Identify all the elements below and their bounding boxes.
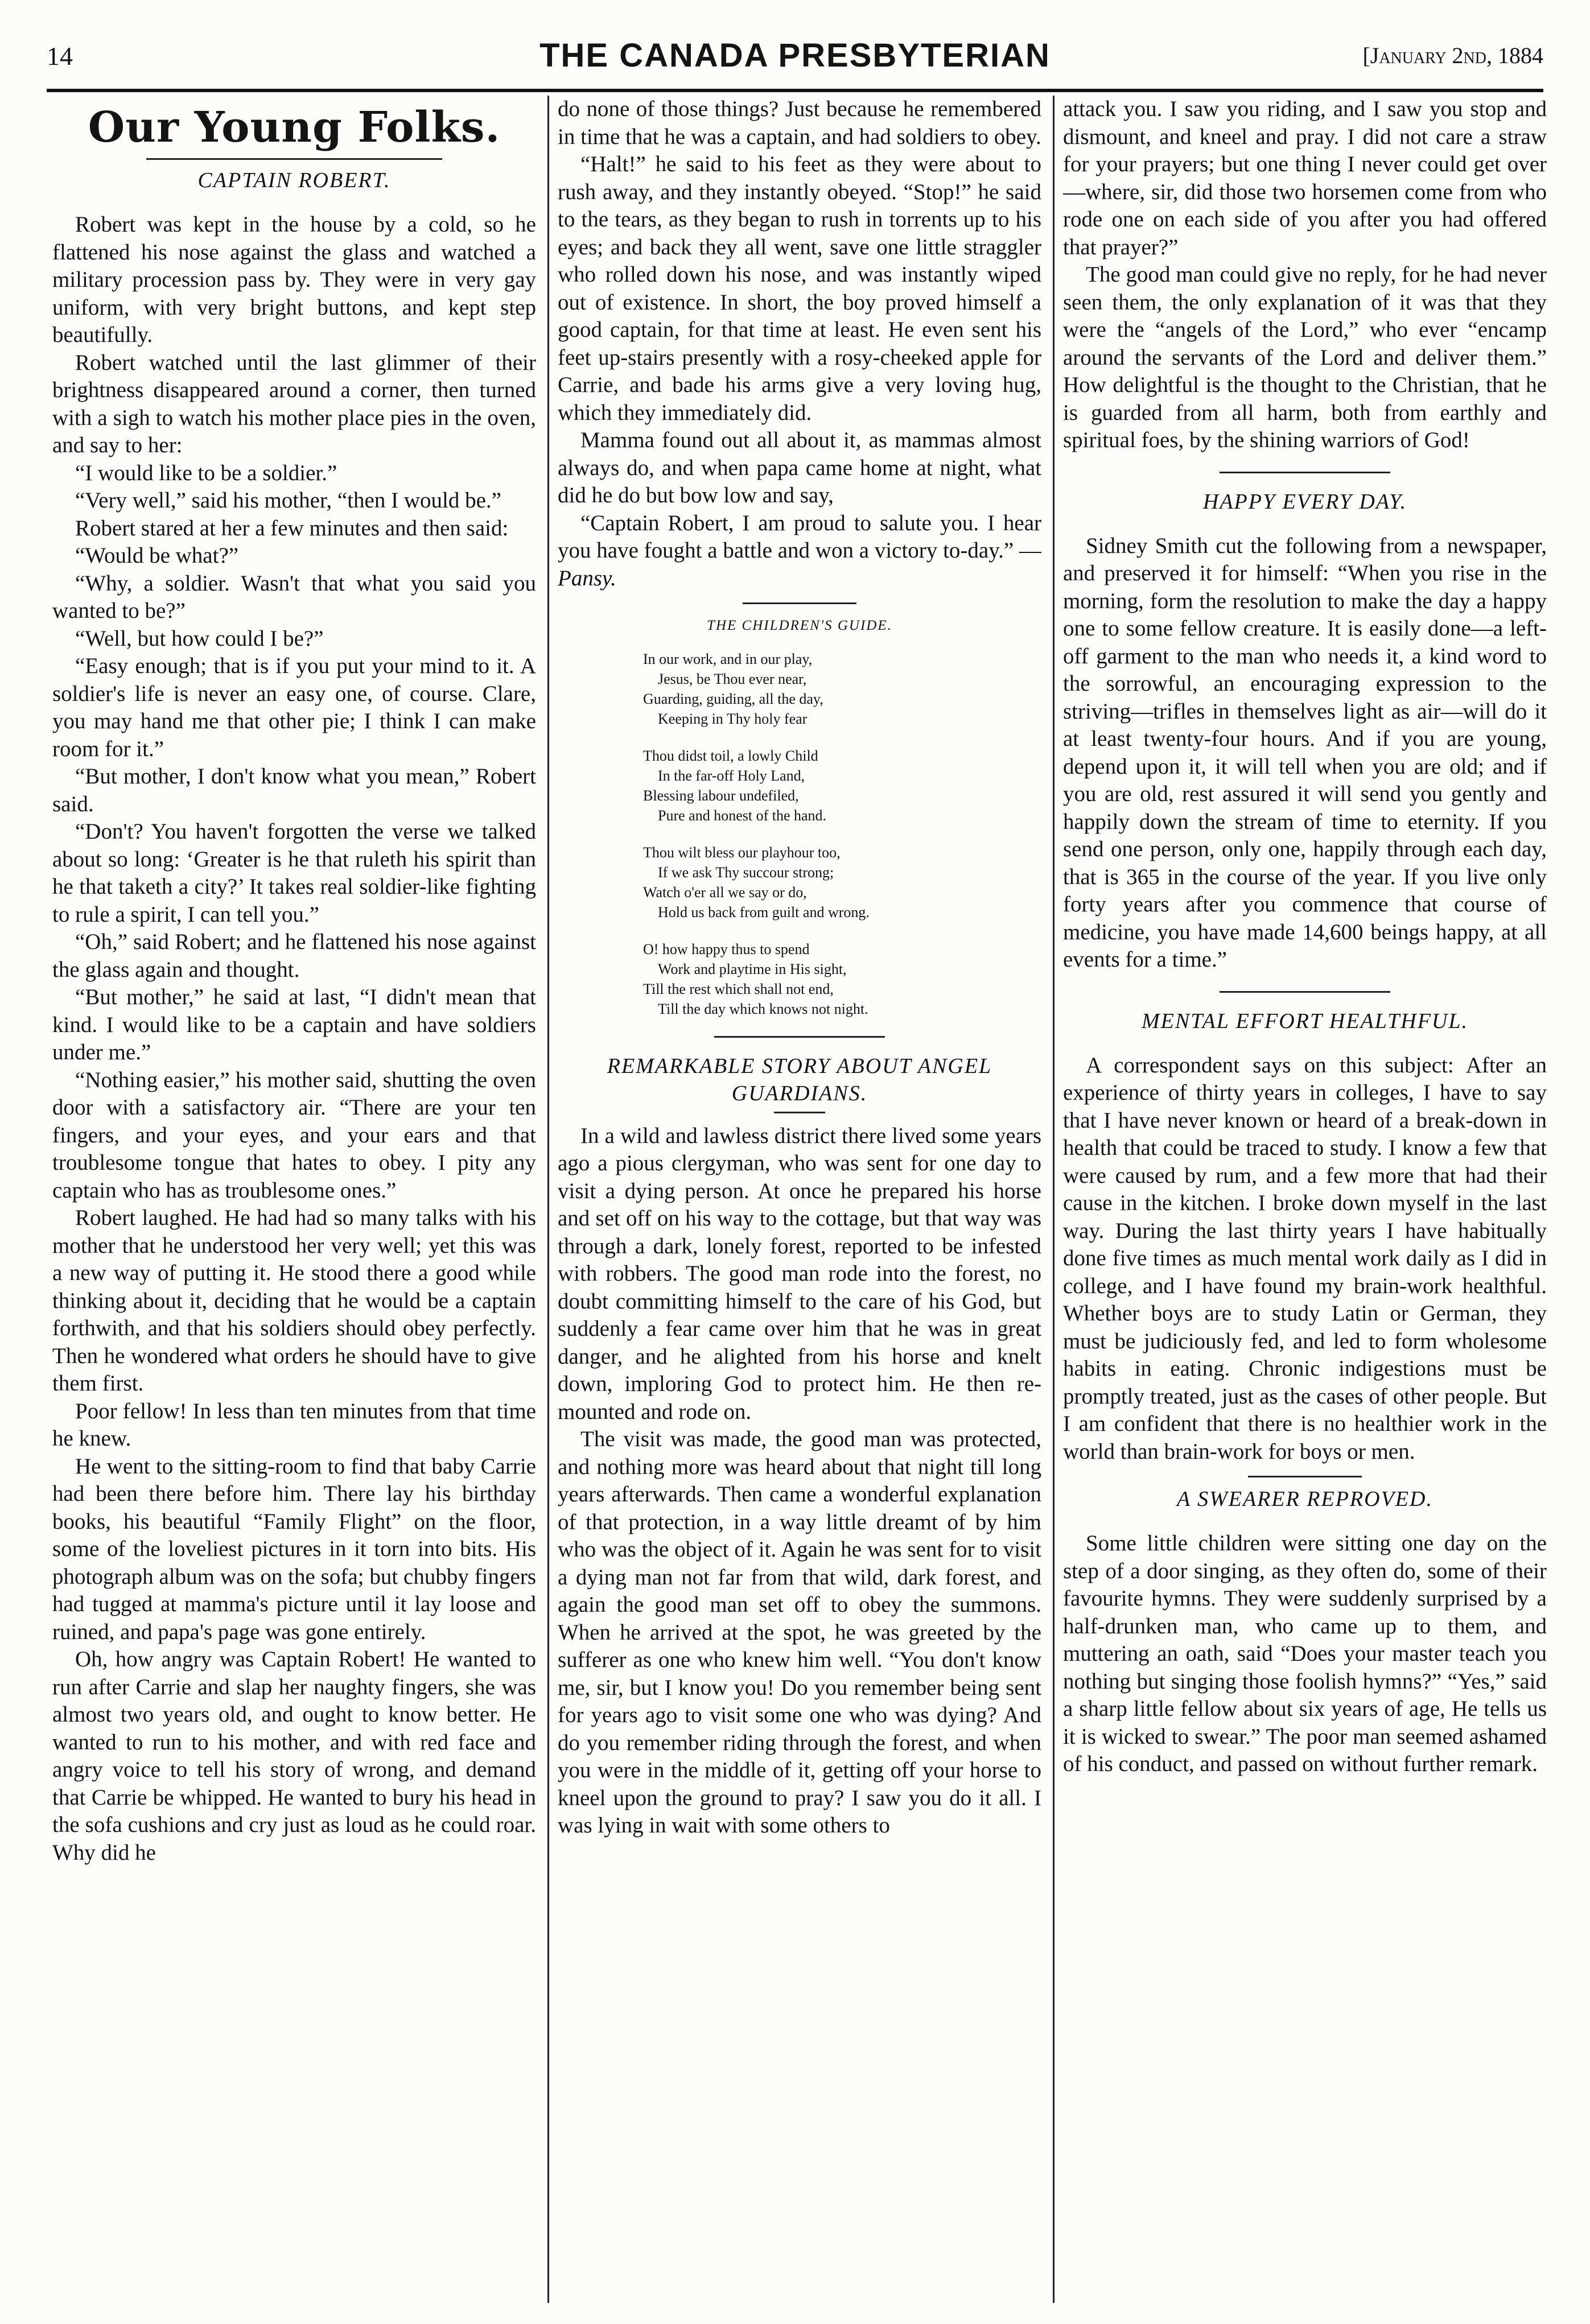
newspaper-title: THE CANADA PRESBYTERIAN	[539, 37, 1051, 74]
page-number: 14	[47, 42, 73, 71]
paragraph: He went to the sitting-room to find that baby Carrie had been there before him. There lay his birthday books, his beautiful “Family Flight” on the floor, some of the loveliest pictures in it torn into bits. His photograph album was on the sofa; but chubby fingers had tugged at mamma's picture until it lay loose and ruined, and papa's page was gone entirely.	[52, 1454, 536, 1644]
paragraph: do none of those things? Just because he remembered in time that he was a captain, and had soldiers to obey.	[558, 97, 1041, 149]
paragraph: Some little children were sitting one day on the step of a door singing, as they often do, some of their favourite hymns. They were suddenly surprised by a half-drunken man, who came up to them, and muttering an oath, said “Does your master teach you nothing but singing those foolish hymns?” “Yes,” said a sharp little fellow about six years of age, He tells us it is wicked to swear.” The poor man seemed ashamed of his conduct, and passed on without further remark.	[1063, 1531, 1547, 1776]
paragraph: Robert laughed. He had had so many talks with his mother that he understood her very well; yet this was a new way of putting it. He stood there a good while thinking about it, deciding that he would be a captain forthwith, and that his soldiers should obey perfectly. Then he wondered what orders he should have to give them first.	[52, 1206, 536, 1396]
poem-line: Hold us back from guilt and wrong.	[658, 903, 870, 920]
paragraph: “I would like to be a soldier.”	[75, 460, 337, 485]
column-2	[558, 96, 1041, 2303]
column-divider	[547, 96, 549, 2303]
poem-line: Till the day which knows not night.	[658, 1000, 868, 1017]
paragraph: “Don't? You haven't forgotten the verse we talked about so long: ‘Greater is he that ruleth his spirit than he that taketh a city?’ It takes real soldier-like fighting to rule a spirit, I can tell you.”	[52, 819, 536, 927]
closing-quote: “Captain Robert, I am proud to salute you. I hear you have fought a battle and won a victory to-day.”	[558, 510, 1041, 563]
author-signature: Pansy.	[558, 565, 616, 591]
paragraph: Robert watched until the last glimmer of their brightness disappeared around a corner, then turned with a sigh to watch his mother place pies in the oven, and say to her:	[52, 350, 536, 457]
poem-line: Blessing labour undefiled,	[643, 787, 799, 804]
paragraph: Sidney Smith cut the following from a newspaper, and preserved it for himself: “When you rise in the morning, form the resolution to make the day a happy one to some fellow creature. It is easily done—a left-off garment to the man who needs it, a kind word to the sorrowful, an encouraging expression to the striving—trifles in themselves light as air—will do it at least twenty-four hours. And if you are young, depend upon it, it will tell when you are old; and if you are old, rest assured it will send you gently and happily down the stream of time to eternity. If you send one person, only one, happily through each day, that is 365 in the course of the year. If you live only forty years after you commence that course of medicine, you have made 14,600 beings happy, at all events for a time.”	[1063, 533, 1547, 972]
poem-line: O! how happy thus to spend	[643, 940, 810, 957]
section-rule	[714, 1036, 885, 1038]
poem	[643, 649, 1041, 1019]
poem-line: Pure and honest of the hand.	[658, 807, 827, 824]
section-rule	[1220, 472, 1390, 473]
poem-line: Jesus, be Thou ever near,	[658, 670, 807, 687]
paragraph: In a wild and lawless district there lived some years ago a pious clergyman, who was sent for one day to visit a dying person. At once he prepared his horse and set off on his way to the cottage, but that way was through a dark, lonely forest, reported to be infested with robbers. The good man rode into the forest, no doubt committing himself to the care of his God, but suddenly a fear came over him that he was in great danger, and he alighted from his horse and knelt down, imploring God to protect him. He then re-mounted and rode on.	[558, 1123, 1041, 1424]
paragraph: Poor fellow! In less than ten minutes from that time he knew.	[52, 1398, 536, 1451]
paragraph: “Oh,” said Robert; and he flattened his nose against the glass again and thought.	[52, 930, 536, 982]
paragraph: Robert was kept in the house by a cold, so he flattened his nose against the glass and watched a military procession pass by. They were in very gay uniform, with very bright buttons, and kept step beautifully.	[52, 212, 536, 347]
poem-line: Watch o'er all we say or do,	[643, 884, 807, 901]
heading-rule	[146, 158, 442, 160]
paragraph: “Well, but how could I be?”	[75, 626, 324, 651]
paragraph: “Why, a soldier. Wasn't that what you said you wanted to be?”	[52, 571, 536, 623]
poem-stanza	[643, 746, 1041, 825]
poem-stanza	[643, 939, 1041, 1019]
column-1	[52, 96, 536, 2303]
paragraph: “Captain Robert, I am proud to salute you. I hear you have fought a battle and won a victory to-day.” — Pansy.	[558, 510, 1041, 591]
paragraph: “Easy enough; that is if you put your mind to it. A soldier's life is never an easy one, of course. Clare, you may hand me that other pie; I think I can make room for it.”	[52, 654, 536, 761]
paragraph: A correspondent says on this subject: After an experience of thirty years in colleges, I have to say that I have never known or heard of a break-down in health that could be traced to study. I know a few that were caused by rum, and a few more that had their cause in the kitchen. I broke down myself in the last way. During the last thirty years I have habitually done five times as much mental work daily as I did in college, and I have found my brain-work healthful. Whether boys are to study Latin or German, they must be judiciously fed, and led to form wholesome habits in eating. Chronic indigestions must be promptly treated, just as the cases of other people. But I am confident that there is no healthier work in the world than brain-work for boys or men.	[1063, 1052, 1547, 1464]
poem-stanza	[643, 649, 1041, 729]
poem-line: Till the rest which shall not end,	[643, 980, 834, 997]
column-3	[1063, 96, 1547, 2303]
paragraph: The good man could give no reply, for he had never seen them, the only explanation of it was that they were the “angels of the Lord,” who ever “encamp around the servants of the Lord and deliver them.” How delightful is the thought to the Christian, that he is guarded from all harm, both from earthly and spiritual foes, by the shining warriors of God!	[1063, 262, 1547, 452]
poem-line: In the far-off Holy Land,	[658, 767, 805, 784]
poem-stanza	[643, 843, 1041, 922]
poem-line: In our work, and in our play,	[643, 650, 813, 667]
poem-line: Guarding, guiding, all the day,	[643, 690, 823, 707]
article-title: REMARKABLE STORY ABOUT ANGEL GUARDIANS.	[607, 1054, 992, 1105]
header-rule	[47, 89, 1543, 92]
paragraph: “Would be what?”	[75, 543, 239, 568]
article-title: MENTAL EFFORT HEALTHFUL.	[1141, 1009, 1469, 1033]
section-rule	[1220, 991, 1390, 993]
paragraph: “But mother, I don't know what you mean,” Robert said.	[52, 764, 536, 816]
poem-line: Thou didst toil, a lowly Child	[643, 747, 818, 764]
paragraph: The visit was made, the good man was protected, and nothing more was heard about that night till long years afterwards. Then came a wonderful explanation of that protection, in a way little dreamt of by him who was the object of it. Again he was sent for to visit a dying man not far from that wild, dark forest, and again the good man set off to obey the summons. When he arrived at the spot, he was greeted by the sufferer as one who knew him well. “You don't know me, sir, but I know you! Do you remember being sent for years ago to visit some one who was dying? And do you remember riding through the forest, and when you were in the middle of it, getting off your horse to kneel upon the ground to pray? I saw you do it all. I was lying in wait with some others to	[558, 1427, 1041, 1838]
running-header	[47, 36, 1543, 84]
paragraph: Robert stared at her a few minutes and then said:	[75, 515, 509, 540]
article-title: A SWEARER REPROVED.	[1177, 1487, 1433, 1511]
poem-line: Thou wilt bless our playhour too,	[643, 844, 841, 861]
poem-line: Work and playtime in His sight,	[658, 960, 847, 977]
poem-line: If we ask Thy succour strong;	[658, 864, 834, 881]
paragraph: attack you. I saw you riding, and I saw you stop and dismount, and kneel and pray. I did not care a straw for your prayers; but one thing I never could get over—where, sir, did those two horsemen come from who rode one on each side of you after you had offered that prayer?”	[1063, 97, 1547, 259]
poem-title: THE CHILDREN'S GUIDE.	[707, 618, 892, 633]
paragraph: “But mother,” he said at last, “I didn't mean that kind. I would like to be a captain and have soldiers under me.”	[52, 985, 536, 1064]
poem-line: Keeping in Thy holy fear	[658, 710, 808, 727]
issue-date: [January 2nd, 1884	[1362, 43, 1543, 68]
paragraph: Oh, how angry was Captain Robert! He wanted to run after Carrie and slap her naughty fingers, she was almost two years old, and ought to know better. He wanted to run to his mother, and with red face and angry voice to tell his story of wrong, and demand that Carrie be whipped. He wanted to bury his head in the sofa cushions and cry just as loud as he could roar. Why did he	[52, 1647, 536, 1865]
paragraph: “Nothing easier,” his mother said, shutting the oven door with a satisfactory air. “There are your ten fingers, and your eyes, and your ears and that troublesome tongue that hates to obey. I pity any captain who has as troublesome ones.”	[52, 1067, 536, 1203]
title-rule	[774, 1112, 825, 1113]
paragraph: “Halt!” he said to his feet as they were about to rush away, and they instantly obeyed. “Stop!” he said to the tears, as they began to rush in torrents up to his eyes; and back they all went, save one little straggler who rolled down his nose, and was instantly wiped out of existence. In short, the boy proved himself a good captain, for that time at least. He even sent his feet up-stairs presently with a rosy-cheeked apple for Carrie, and bade his arms give a very loving hug, which they immediately did.	[558, 152, 1041, 425]
article-title: CAPTAIN ROBERT.	[197, 168, 391, 192]
column-divider	[1053, 96, 1054, 2303]
article-title: HAPPY EVERY DAY.	[1202, 489, 1407, 514]
paragraph: Mamma found out all about it, as mammas almost always do, and when papa came home at night, what did he do but bow low and say,	[558, 428, 1041, 507]
paragraph: “Very well,” said his mother, “then I would be.”	[75, 488, 501, 513]
section-rule	[743, 602, 856, 604]
section-heading: Our Young Folks.	[88, 103, 501, 152]
section-rule	[1248, 1476, 1362, 1477]
